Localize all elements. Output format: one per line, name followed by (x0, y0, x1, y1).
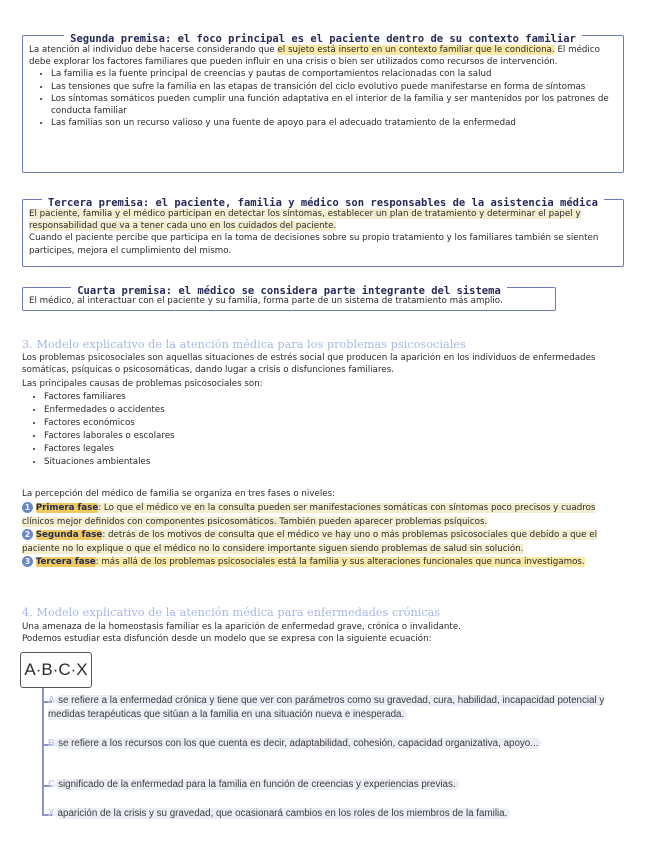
phase-1: 1 Primera fase: Lo que el médico ve en la consulta pueden ser manifestaciones somáticas con síntomas poco precisos y cuadros clínicos mejor definidos con componentes psicosomáticos. También pueden aparecer problemas psíquicos. (22, 503, 596, 527)
list-item: • Factores familiares (44, 391, 622, 404)
section-4-line-2: Podemos estudiar esta disfunción desde un modelo que se expresa con la siguiente ecuación: (22, 634, 432, 645)
equation-item-x: X aparición de la crisis y su gravedad, que ocasionará cambios en los roles de los miembros de la familia. (48, 807, 608, 821)
third-premise-text-2: Cuando el paciente percibe que participa en la toma de decisiones sobre su propio tratamiento y los familiares también se sienten participes, mejora el cumplimiento del mismo. (29, 233, 599, 256)
section-3-intro: Los problemas psicosociales son aquellas situaciones de estrés social que producen la aparición en los individuos de enfermedades somáticas, psíquicas o psicosomáticas, dando lugar a crisis o disfunciones familiares. (22, 353, 596, 376)
equation-item-c: C significado de la enfermedad para la familia en función de creencias y experiencias previas. (48, 778, 608, 792)
causes-list (22, 391, 622, 470)
second-premise-box (22, 35, 624, 173)
equation-box: A·B·C·X (20, 652, 92, 688)
list-item: • Factores laborales o escolares (44, 430, 622, 443)
fourth-premise-text: El médico, al interactuar con el paciente y su familia, forma parte de un sistema de tratamiento más amplio. (29, 296, 503, 306)
tree-connector (42, 688, 44, 816)
section-3-heading: 3. Modelo explicativo de la atención médica para los problemas psicosociales (22, 338, 466, 351)
third-premise-box (22, 199, 624, 267)
second-premise-title: Segunda premisa: el foco principal es el paciente dentro de su contexto familiar (64, 33, 582, 45)
second-premise-list (29, 68, 617, 129)
phase-2: 2 Segunda fase: detrás de los motivos de consulta que el médico ve hay uno o más problemas psicosociales que debido a que el paciente no lo explique o que el médico no lo considere importante siguen siendo problemas de salud sin solución. (22, 530, 598, 554)
section-4-line-1: Una amenaza de la homeostasis familiar es la aparición de enfermedad grave, crónica o invalidante. (22, 622, 461, 632)
equation-item-b: B se refiere a los recursos con los que cuenta es decir, adaptabilidad, cohesión, capacidad organizativa, apoyo... (48, 737, 608, 751)
fourth-premise-box (22, 287, 556, 311)
list-item: • La familia es la fuente principal de creencias y pautas de comportamientos relacionadas con la salud (51, 68, 617, 80)
equation-item-a: A se refiere a la enfermedad crónica y tiene que ver con parámetros como su gravedad, cura, habilidad, incapacidad potencial y medidas terapéuticas que sitúan a la familia en una situación nueva e inesperada. (48, 695, 605, 720)
perception-text: La percepción del médico de familia se organiza en tres fases o niveles: (22, 489, 336, 499)
second-premise-intro: La atención al individuo debe hacerse considerando que el sujeto está inserto en un contexto familiar que le condiciona. El médico debe explorar los factores familiares que pueden influir en una crisis o bien ser utilizados como recursos de intervención. (29, 45, 600, 68)
third-premise-title: Tercera premisa: el paciente, familia y médico son responsables de la asistencia médica (42, 197, 604, 209)
fourth-premise-title: Cuarta premisa: el médico se considera parte integrante del sistema (71, 285, 507, 297)
list-item: • Factores legales (44, 443, 622, 456)
list-item: • Enfermedades o accidentes (44, 404, 622, 417)
phase-3: 3 Tercera fase: más allá de los problemas psicosociales está la familia y sus alteraciones funcionales que nunca investigamos. (22, 556, 622, 570)
list-item: • Situaciones ambientales (44, 456, 622, 469)
list-item: • Los síntomas somáticos pueden cumplir una función adaptativa en el interior de la familia y ser mantenidos por los patrones de conducta familiar (51, 93, 617, 117)
list-item: • Factores económicos (44, 417, 622, 430)
list-item: • Las tensiones que sufre la familia en las etapas de transición del ciclo evolutivo puede manifestarse en forma de síntomas (51, 81, 617, 93)
causes-label: Las principales causas de problemas psicosociales son: (22, 379, 263, 390)
third-premise-text-1: El paciente, familia y el médico participan en detectar los síntomas, establecer un plan de tratamiento y determinar el papel y responsabilidad que va a tener cada uno en los cuidados del paciente. (29, 209, 581, 232)
list-item: • Las familias son un recurso valioso y una fuente de apoyo para el adecuado tratamiento de la enfermedad (51, 117, 617, 129)
section-4-heading: 4. Modelo explicativo de la atención médica para enfermedades crónicas (22, 606, 441, 619)
